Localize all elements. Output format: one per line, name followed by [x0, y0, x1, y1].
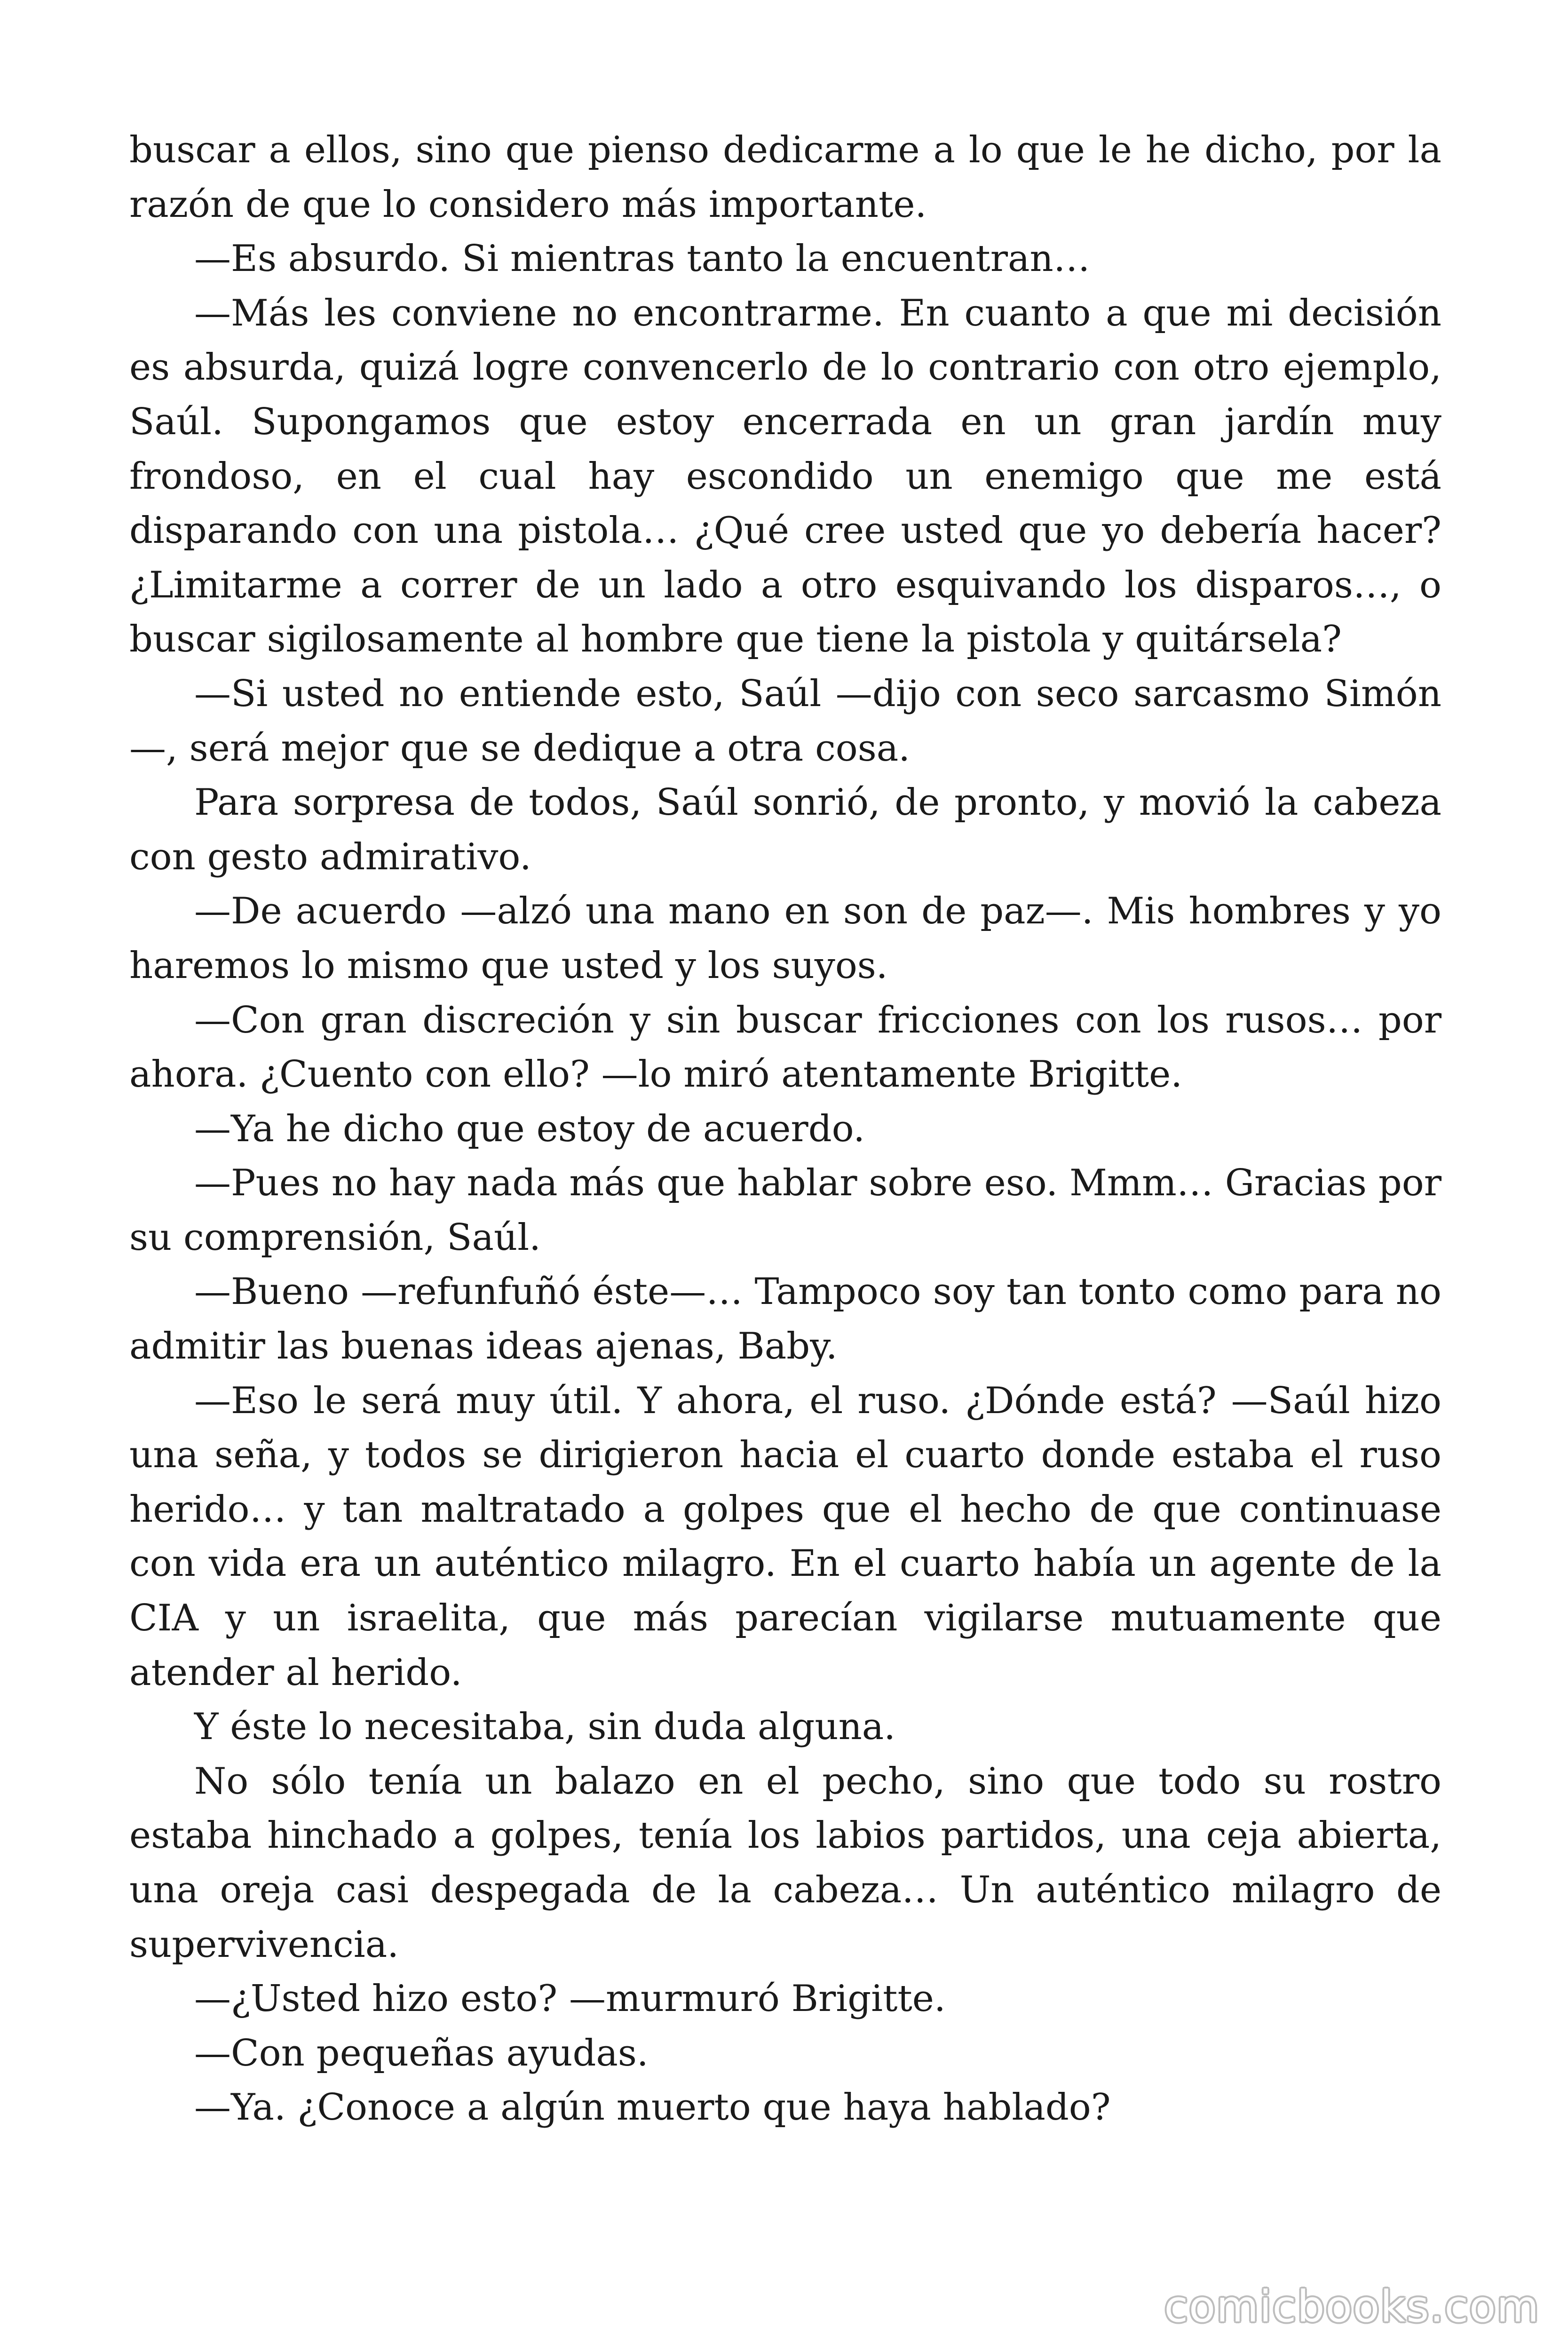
- paragraph: —Con gran discreción y sin buscar fricciones con los rusos… por ahora. ¿Cuento con ello? —lo miró atentamente Brigitte.: [129, 999, 1441, 1096]
- paragraph: —Ya he dicho que estoy de acuerdo.: [194, 1107, 865, 1150]
- paragraph: —Con pequeñas ayudas.: [194, 2032, 649, 2074]
- watermark: comicbooks.com: [1164, 2281, 1540, 2332]
- paragraph: —Es absurdo. Si mientras tanto la encuentran…: [194, 238, 1090, 280]
- paragraph: —Bueno —refunfuñó éste—… Tampoco soy tan tonto como para no admitir las buenas ideas ajenas, Baby.: [129, 1271, 1441, 1368]
- paragraph: Y éste lo necesitaba, sin duda alguna.: [194, 1706, 896, 1748]
- paragraph-continuation: buscar a ellos, sino que pienso dedicarme a lo que le he dicho, por la razón de que lo considero más importante.: [129, 129, 1441, 226]
- paragraph: —Ya. ¿Conoce a algún muerto que haya hablado?: [194, 2086, 1111, 2129]
- paragraph: —Pues no hay nada más que hablar sobre eso. Mmm… Gracias por su comprensión, Saúl.: [129, 1162, 1441, 1259]
- paragraph: Para sorpresa de todos, Saúl sonrió, de pronto, y movió la cabeza con gesto admirativo.: [129, 781, 1441, 878]
- paragraph: —¿Usted hizo esto? —murmuró Brigitte.: [194, 1978, 946, 2020]
- paragraph: —Eso le será muy útil. Y ahora, el ruso. ¿Dónde está? —Saúl hizo una seña, y todos se dirigieron hacia el cuarto donde estaba el ruso herido… y tan maltratado a golpes que el hecho de que continuase con vida era un auténtico milagro. En el cuarto había un agente de la CIA y un israelita, que más parecían vigilarse mutuamente que atender al herido.: [129, 1379, 1441, 1694]
- paragraph: —Más les conviene no encontrarme. En cuanto a que mi decisión es absurda, quizá logre convencerlo de lo contrario con otro ejemplo, Saúl. Supongamos que estoy encerrada en un gran jardín muy frondoso, en el cual hay escondido un enemigo que me está disparando con una pistola… ¿Qué cree usted que yo debería hacer? ¿Limitarme a correr de un lado a otro esquivando los disparos…, o buscar sigilosamente al hombre que tiene la pistola y quitársela?: [129, 292, 1441, 661]
- body-text: [129, 123, 1441, 2135]
- paragraph: No sólo tenía un balazo en el pecho, sino que todo su rostro estaba hinchado a golpes, tenía los labios partidos, una ceja abierta, una oreja casi despegada de la cabeza… Un auténtico milagro de supervivencia.: [129, 1760, 1441, 1966]
- paragraph: —De acuerdo —alzó una mano en son de paz—. Mis hombres y yo haremos lo mismo que usted y los suyos.: [129, 890, 1441, 987]
- paragraph: —Si usted no entiende esto, Saúl —dijo con seco sarcasmo Simón—, será mejor que se dedique a otra cosa.: [129, 672, 1441, 770]
